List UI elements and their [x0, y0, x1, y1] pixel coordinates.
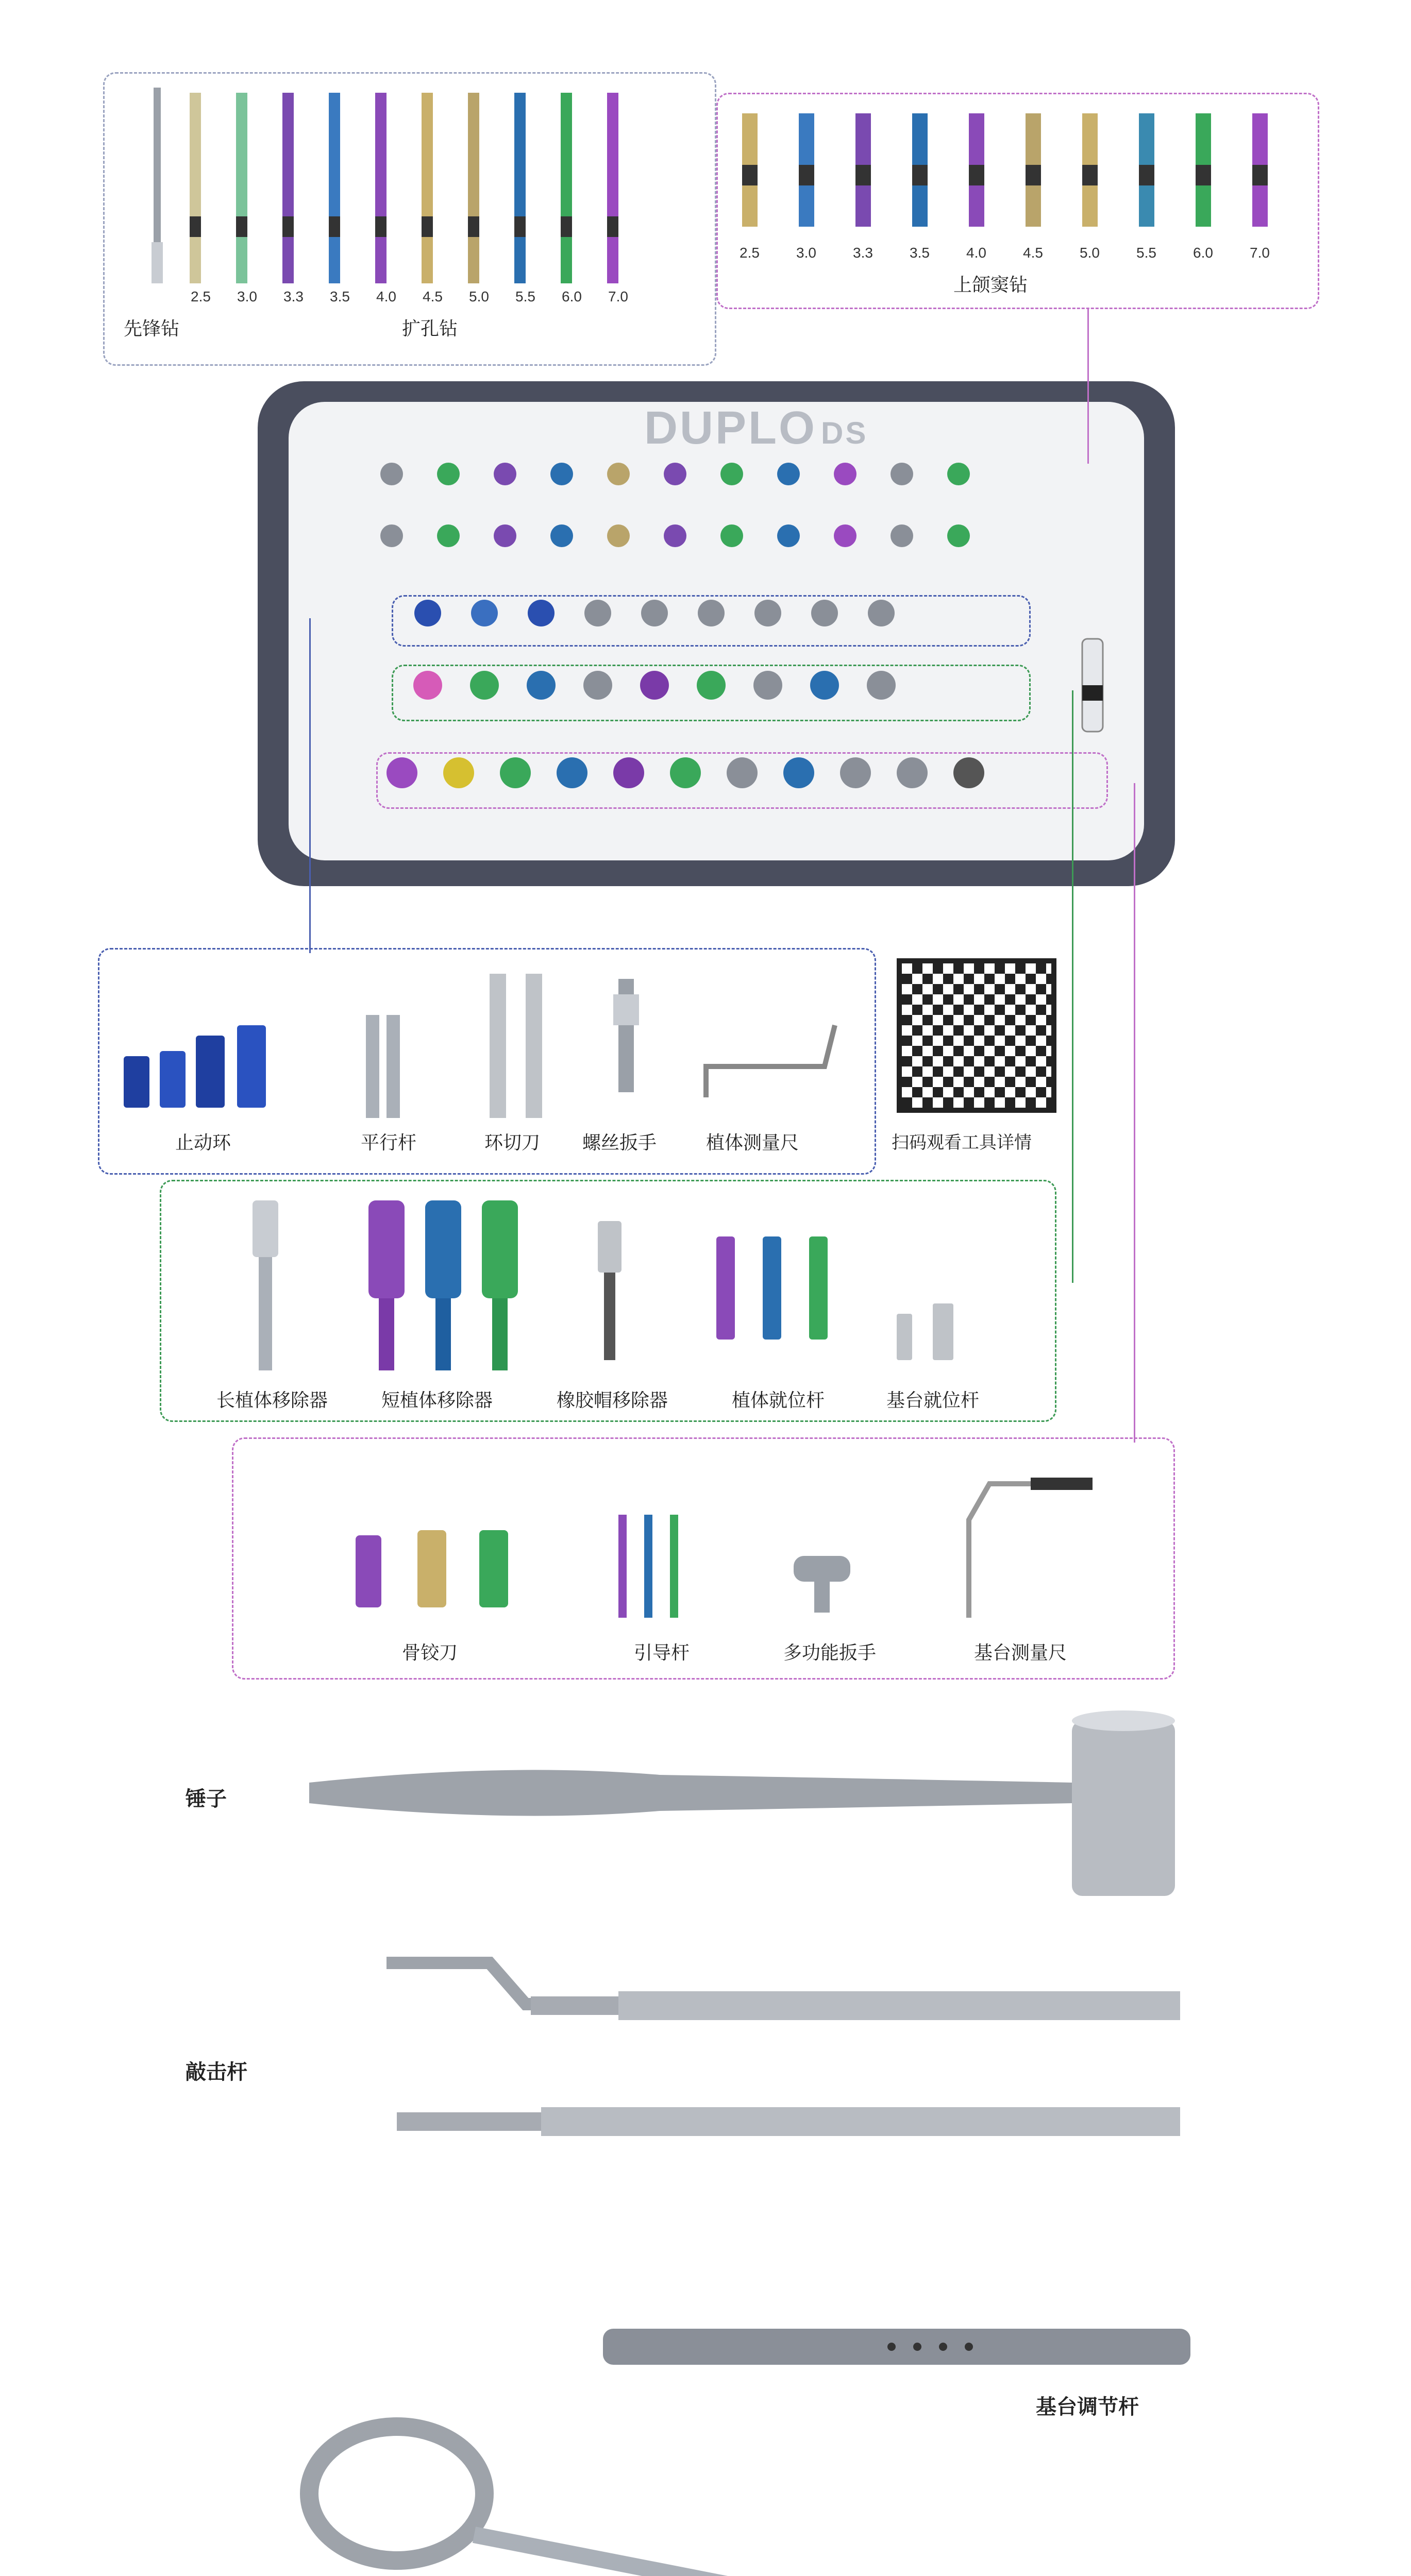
pilot-size-7-0: 7.0: [608, 289, 628, 304]
sinus-size-3-3: 3.3: [853, 245, 873, 261]
pilot-size-6-0: 6.0: [562, 289, 582, 304]
tray-row-pink-outline: [376, 752, 1108, 809]
tools-row3-graphic: [247, 1453, 1165, 1638]
sinus-size-5-5: 5.5: [1136, 245, 1156, 261]
pilot-size-4-0: 4.0: [376, 289, 396, 304]
tray-row-blue-outline: [392, 595, 1031, 647]
tapper-graphic: [376, 1947, 1190, 2164]
abutment-adjuster-label: 基台调节杆: [1036, 2396, 1139, 2418]
tray-row-green-outline: [392, 665, 1031, 721]
tools-row2-graphic: [175, 1190, 1051, 1386]
tool-bone-reamer-label: 骨铰刀: [402, 1642, 458, 1663]
tool-multi-wrench-label: 多功能扳手: [783, 1642, 877, 1663]
pilot-size-3-5: 3.5: [330, 289, 350, 304]
pilot-size-5-5: 5.5: [515, 289, 535, 304]
connector-green: [1072, 690, 1073, 1283]
connector-pink: [1134, 783, 1135, 1443]
hammer-label: 锤子: [186, 1788, 227, 1810]
expansion-drill-label: 扩孔钻: [402, 318, 458, 339]
pilot-size-5-0: 5.0: [469, 289, 489, 304]
tool-implant-gauge-label: 植体测量尺: [706, 1132, 799, 1153]
sinus-size-5-0: 5.0: [1080, 245, 1100, 261]
connector-right-purple: [1087, 309, 1089, 464]
tool-guide-pin-label: 引导杆: [634, 1642, 690, 1663]
tool-parallel-pin-label: 平行杆: [361, 1132, 417, 1153]
tools-row1-graphic: [113, 963, 855, 1133]
qr-code: [897, 958, 1056, 1113]
tool-implant-driver-label: 植体就位杆: [732, 1389, 825, 1411]
tool-stop-ring-label: 止动环: [175, 1132, 231, 1153]
tool-rubber-cap-remover-label: 橡胶帽移除器: [557, 1389, 668, 1411]
sinus-drills-graphic: [721, 103, 1314, 237]
qr-caption: 扫码观看工具详情: [892, 1133, 1032, 1153]
sinus-size-7-0: 7.0: [1250, 245, 1270, 261]
tool-abutment-gauge-label: 基台测量尺: [974, 1642, 1067, 1663]
pilot-drill-label: 先锋钻: [124, 318, 180, 339]
tool-short-implant-remover-label: 短植体移除器: [381, 1389, 493, 1411]
pilot-size-3-0: 3.0: [237, 289, 257, 304]
sinus-size-4-5: 4.5: [1023, 245, 1043, 261]
pilot-size-2-5: 2.5: [191, 289, 211, 304]
kit-logo-suffix: DS: [821, 416, 868, 450]
pilot-size-3-3: 3.3: [283, 289, 304, 304]
sinus-size-6-0: 6.0: [1193, 245, 1213, 261]
pilot-expansion-drills-graphic: [113, 77, 711, 304]
connector-blue: [309, 618, 311, 953]
tool-screw-wrench-label: 螺丝扳手: [582, 1132, 657, 1153]
tool-trephine-label: 环切刀: [484, 1132, 541, 1153]
sinus-size-4-0: 4.0: [966, 245, 986, 261]
hammer-graphic: [299, 1700, 1196, 1922]
kit-logo-text: DUPLO: [644, 402, 817, 454]
sinus-size-3-0: 3.0: [796, 245, 816, 261]
pilot-size-4-5: 4.5: [423, 289, 443, 304]
sinus-size-3-5: 3.5: [910, 245, 930, 261]
abutment-adjuster-graphic: [598, 2318, 1196, 2375]
scissors-graphic: [278, 2401, 1144, 2576]
tool-abutment-driver-label: 基台就位杆: [886, 1389, 980, 1411]
tapper-label: 敲击杆: [186, 2061, 247, 2083]
sinus-size-2-5: 2.5: [740, 245, 760, 261]
sinus-drill-label: 上颌窦钻: [953, 274, 1028, 295]
tool-long-implant-remover-label: 长植体移除器: [216, 1389, 328, 1411]
